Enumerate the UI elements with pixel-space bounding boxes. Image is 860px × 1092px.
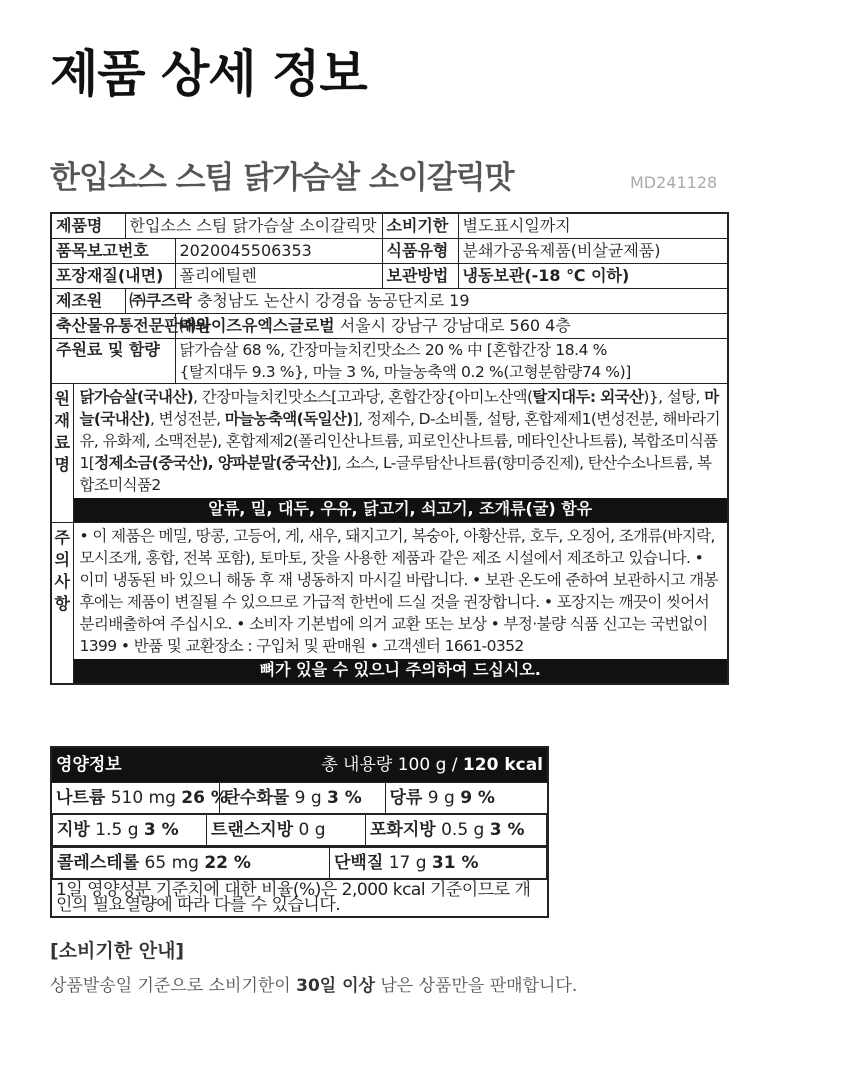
product-code: MD241128 xyxy=(630,173,718,192)
nutrient-sugar xyxy=(385,783,548,814)
page-title: 제품 상세 정보 xyxy=(50,45,367,103)
nutrient-amount: 0.5 g xyxy=(441,820,485,840)
label-report: 품목보고번호 xyxy=(51,239,175,264)
product-info-table xyxy=(50,212,729,685)
nutrient-amount: 0 g xyxy=(298,820,326,840)
nutrition-facts-table xyxy=(50,746,549,918)
label-expiry: 소비기한 xyxy=(382,213,458,239)
ing-part-6: 마늘농축액(독일산) xyxy=(224,410,353,428)
nutrient-cholesterol xyxy=(53,848,330,879)
value-type: 분쇄가공육제품(비살균제품) xyxy=(458,239,728,264)
maker-address: 충청남도 논산시 강경읍 농공단지로 19 xyxy=(196,291,470,310)
nutrition-chol-row xyxy=(51,847,548,880)
nutrient-name: 나트륨 xyxy=(56,788,106,808)
seller-address: 서울시 강남구 강남대로 560 4층 xyxy=(339,316,571,335)
nutrient-name: 단백질 xyxy=(334,853,384,873)
label-pack: 포장재질(내면) xyxy=(51,264,175,289)
nutrient-percent: 22 % xyxy=(204,853,251,873)
ing-part-5: , 변성전분, xyxy=(149,410,225,428)
nutrient-carbohydrate xyxy=(219,783,385,814)
nutrient-amount: 9 g xyxy=(294,788,322,808)
value-maker xyxy=(125,289,728,314)
expiry-text-pre: 상품발송일 기준으로 소비기한이 xyxy=(50,976,297,996)
ingredients-text xyxy=(74,384,728,498)
nutrient-percent: 3 % xyxy=(489,820,525,840)
label-name: 제품명 xyxy=(51,213,125,239)
nutrient-name: 지방 xyxy=(57,820,90,840)
nutrient-amount: 17 g xyxy=(388,853,427,873)
value-main-ingredients xyxy=(175,339,728,384)
ing-part-4: 마늘(국내산) xyxy=(79,388,719,428)
label-main-ingredients: 주원료 및 함량 xyxy=(51,339,175,384)
nutrient-name: 당류 xyxy=(389,788,423,808)
nutrient-sodium xyxy=(51,783,228,814)
expiry-text-post: 남은 상품만을 판매합니다. xyxy=(374,976,578,996)
nutrient-percent: 31 % xyxy=(431,853,479,873)
seller-name: ㈜와이즈유엑스글로벌 xyxy=(179,316,335,335)
nutrient-name: 탄수화물 xyxy=(223,788,290,808)
nutrition-title: 영양정보 xyxy=(56,755,122,775)
caution-text: • 이 제품은 메밀, 땅콩, 고등어, 게, 새우, 돼지고기, 복숭아, 아황산류, 호두, 오징어, 조개류(바지락, 모시조개, 홍합, 전복 포함), 토마토, 잣을 사용한 제품과 같은 제조 시설에서 제조하고 있습니다. • 이미 냉동된 바 있으니 해동 후 재 냉동하지 마시길 바랍니다. • 보관 온도에 준하여 보관하시고 개봉 후에는 제품이 변질될 수 있으므로 가급적 한번에 드실 것을 권장합니다. • 포장지는 깨끗이 씻어서 분리배출하여 주십시오. • 소비자 기본법에 의거 교환 또는 보상 • 부정·불량 식품 신고는 국번없이 1399 • 반품 및 교환장소 : 구입처 및 판매원 • 고객센터 1661-0352 xyxy=(79,527,718,655)
nutrient-amount: 1.5 g xyxy=(95,820,139,840)
nutrient-name: 트랜스지방 xyxy=(211,820,294,840)
nutrition-header xyxy=(51,747,548,783)
nutrient-percent: 9 % xyxy=(460,788,495,808)
label-seller: 축산물유통전문판매원 xyxy=(51,314,175,339)
value-seller xyxy=(175,314,728,339)
expiry-notice-text xyxy=(50,971,577,996)
product-name: 한입소스 스팀 닭가슴살 소이갈릭맛 xyxy=(50,160,514,196)
value-ingredients xyxy=(73,384,728,523)
label-maker: 제조원 xyxy=(51,289,125,314)
value-name: 한입소스 스팀 닭가슴살 소이갈릭맛 xyxy=(125,213,382,239)
ing-part-7: ], 정제수, D-소비톨, 설탕, 혼합제제1(변성전분, 해바라기유, 유화제, 소맥전분), 혼합제제2(폴리인산나트륨, 피로인산나트륨, 메타인산나트륨), 복합조미식품1[ xyxy=(79,410,720,472)
expiry-notice-title: [소비기한 안내] xyxy=(50,940,185,962)
label-storage: 보관방법 xyxy=(382,264,458,289)
ing-part-1: , 간장마늘치킨맛소스[고과당, 혼합간장{아미노산액( xyxy=(193,388,533,406)
nutrient-amount: 510 mg xyxy=(110,788,176,808)
nutrient-trans-fat xyxy=(207,815,366,846)
nutrient-name: 콜레스테롤 xyxy=(57,853,140,873)
nutrition-fat-row xyxy=(51,814,548,847)
nutrition-note: 1일 영양성분 기준치에 대한 비율(%)은 2,000 kcal 기준이므로 개인의 필요열량에 따라 다를 수 있습니다. xyxy=(51,880,548,918)
nutrient-protein xyxy=(330,848,547,879)
ing-part-3: )}, 설탕, xyxy=(643,388,705,406)
label-caution: 주의사항 xyxy=(51,523,73,685)
nutrition-total-kcal: 120 kcal xyxy=(462,755,544,775)
nutrient-percent: 3 % xyxy=(327,788,362,808)
nutrient-name: 포화지방 xyxy=(370,820,436,840)
nutrient-saturated-fat xyxy=(366,815,547,846)
nutrient-percent: 26 % xyxy=(181,788,228,808)
expiry-text-bold: 30일 이상 xyxy=(296,976,375,996)
nutrition-total-prefix: 총 내용량 100 g / xyxy=(321,755,463,775)
nutrient-amount: 9 g xyxy=(427,788,455,808)
value-pack: 폴리에틸렌 xyxy=(175,264,382,289)
nutrient-amount: 65 mg xyxy=(144,853,199,873)
allergy-bar: 알류, 밀, 대두, 우유, 닭고기, 쇠고기, 조개류(굴) 함유 xyxy=(74,498,728,522)
ing-part-2: 탈지대두: 외국산 xyxy=(532,388,644,406)
ing-part-9: ], 소스, L-글루탐산나트륨(향미증진제), 탄산수소나트륨, 복합조미식품2 xyxy=(79,454,712,494)
ing-part-0: 닭가슴살(국내산) xyxy=(79,388,194,406)
value-report: 2020045506353 xyxy=(175,239,382,264)
value-expiry: 별도표시일까지 xyxy=(458,213,728,239)
value-storage: 냉동보관(-18 ℃ 이하) xyxy=(458,264,728,289)
ing-part-8: 정제소금(중국산), 양파분말(중국산) xyxy=(94,454,332,472)
nutrient-percent: 3 % xyxy=(143,820,179,840)
label-type: 식품유형 xyxy=(382,239,458,264)
main-ingredients-line2: {탈지대두 9.3 %}, 마늘 3 %, 마늘농축액 0.2 %(고형분함량74 %)] xyxy=(179,363,631,381)
main-ingredients-line1: 닭가슴살 68 %, 간장마늘치킨맛소스 20 % 中 [혼합간장 18.4 % xyxy=(179,341,608,359)
value-caution xyxy=(73,523,728,685)
maker-name: ㈜쿠즈락 xyxy=(129,291,192,310)
label-ingredients: 원재료명 xyxy=(51,384,73,523)
bone-warning-bar: 뼈가 있을 수 있으니 주의하여 드십시오. xyxy=(74,659,728,683)
nutrition-total xyxy=(321,754,543,776)
nutrient-fat xyxy=(53,815,207,846)
